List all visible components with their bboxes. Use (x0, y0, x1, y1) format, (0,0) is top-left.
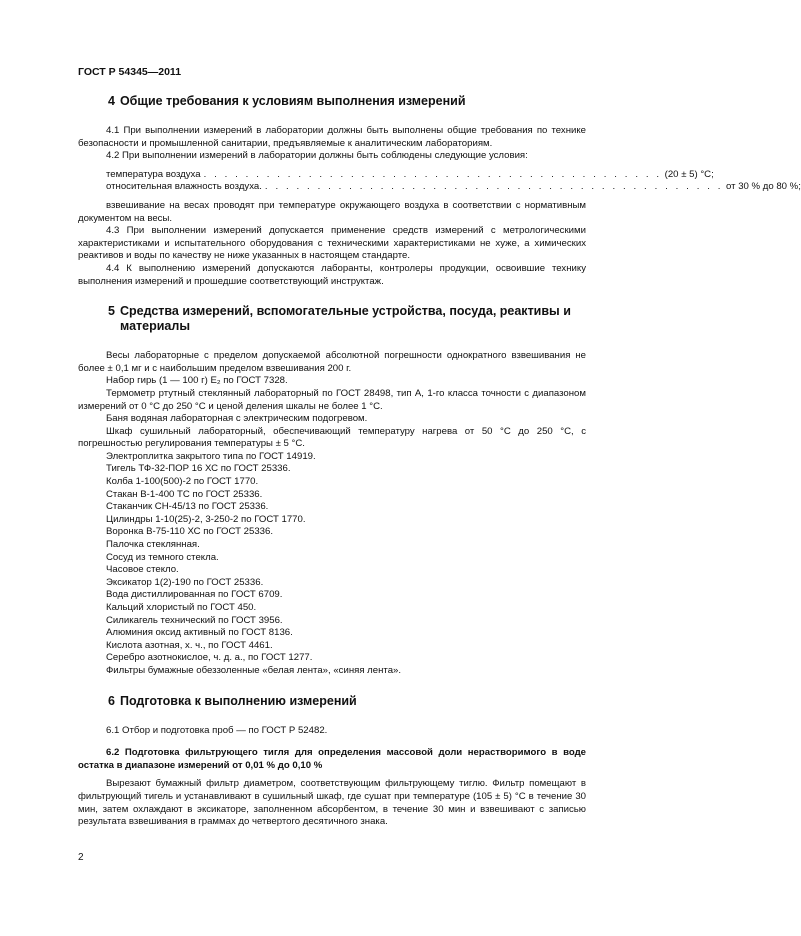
condition-air-temperature (78, 168, 714, 182)
subsection-6-2-title: 6.2 Подготовка фильтрующего тигля для определения массовой доли нерастворимого в воде остатка в диапазоне измерений от 0,01 % до 0,10 % (78, 747, 586, 771)
list-item: Сосуд из темного стекла. (106, 551, 219, 563)
list-item: Кислота азотная, х. ч., по ГОСТ 4461. (106, 639, 273, 651)
section-6-number: 6 (108, 693, 115, 708)
leader-dots: . . . . . . . . . . . . . . . . . . . . . . . . . . . . . . . . . . . . . . . . . . . . (264, 181, 724, 193)
paragraph-4-3: 4.3 При выполнении измерений допускается применение средств измерений с метрологическими характеристиками и испытательного оборудования с техническими характеристиками не хуже, а химических реактивов и воды по качеству не ниже указанных в настоящем стандарте. (78, 225, 586, 262)
list-item: Алюминия оксид активный по ГОСТ 8136. (106, 627, 293, 639)
list-item: Термометр ртутный стеклянный лабораторный по ГОСТ 28498, тип А, 1-го класса точности с диапазоном измерений от 0 °С до 250 °С и ценой деления шкалы не более 1 °С. (78, 387, 586, 412)
paragraph-4-2: 4.2 При выполнении измерений в лаборатории должны быть соблюдены следующие условия: (106, 150, 528, 162)
section-4-title: Общие требования к условиям выполнения измерений (119, 94, 466, 108)
list-item: Шкаф сушильный лабораторный, обеспечивающий температуру нагрева от 50 °С до 250 °С, с погрешностью регулирования температуры ± 5 °С. (78, 425, 586, 450)
list-item: Часовое стекло. (106, 564, 179, 576)
section-5-number: 5 (108, 304, 115, 319)
equipment-list (78, 350, 586, 677)
section-4-heading (108, 94, 586, 109)
document-header: ГОСТ Р 54345—2011 (78, 66, 182, 78)
section-6-title: Подготовка к выполнению измерений (119, 693, 357, 708)
section-6-heading (108, 694, 586, 709)
paragraph-4-1: 4.1 При выполнении измерений в лаборатории должны быть выполнены общие требования по технике безопасности и промышленной санитарии, предъявляемые к аналитическим лабораториям. (78, 125, 586, 149)
leader-dots: . . . . . . . . . . . . . . . . . . . . . . . . . . . . . . . . . . . . . . . . . . . . (203, 168, 662, 180)
list-item: Электроплитка закрытого типа по ГОСТ 14919. (106, 450, 316, 462)
document-body (78, 92, 801, 829)
list-item: Набор гирь (1 — 100 г) E₂ по ГОСТ 7328. (106, 375, 288, 387)
list-item: Эксикатор 1(2)-190 по ГОСТ 25336. (106, 576, 264, 588)
section-4-number: 4 (108, 94, 115, 108)
list-item: Кальций хлористый по ГОСТ 450. (106, 602, 257, 613)
paragraph-6-2: Вырезают бумажный фильтр диаметром, соответствующим фильтрующему тиглю. Фильтр помещают в фильтрующий тигель и устанавливают в сушильный шкаф, где сушат при температуре (105 ± 5) °С в течение 30 мин, затем охлаждают в эксикаторе, заполненном абсорбентом, в течение 30 мин и взвешивают с записью результата взвешивания в граммах до четвертого десятичного знака. (78, 778, 586, 828)
list-item: Колба 1-100(500)-2 по ГОСТ 1770. (106, 476, 259, 488)
paragraph-weighing: взвешивание на весах проводят при температуре окружающего воздуха в соответствии с нормативным документом на весы. (78, 199, 586, 224)
condition-humidity (78, 181, 801, 194)
list-item: Стакан В-1-400 ТС по ГОСТ 25336. (106, 488, 263, 500)
condition-value: (20 ± 5) °С; (664, 168, 714, 180)
condition-name: относительная влажность воздуха. (106, 181, 262, 193)
list-item: Вода дистиллированная по ГОСТ 6709. (106, 589, 283, 601)
list-item: Весы лабораторные с пределом допускаемой абсолютной погрешности однократного взвешивания не более ± 0,1 мг и с наибольшим пределом взвешивания 200 г. (78, 350, 586, 374)
section-5-heading (108, 304, 586, 334)
list-item: Серебро азотнокислое, ч. д. а., по ГОСТ 1277. (106, 652, 313, 664)
list-item: Воронка В-75-110 ХС по ГОСТ 25336. (106, 526, 273, 538)
paragraph-6-1: 6.1 Отбор и подготовка проб — по ГОСТ Р 52482. (106, 724, 328, 736)
list-item: Фильтры бумажные обеззоленные «белая лента», «синяя лента». (106, 664, 402, 676)
list-item: Силикагель технический по ГОСТ 3956. (106, 614, 283, 626)
list-item: Стаканчик СН-45/13 по ГОСТ 25336. (106, 501, 269, 513)
list-item: Баня водяная лабораторная с электрическим подогревом. (106, 413, 368, 425)
condition-name: температура воздуха (106, 168, 201, 180)
list-item: Цилиндры 1-10(25)-2, 3-250-2 по ГОСТ 1770. (106, 513, 306, 525)
section-5-title: Средства измерений, вспомогательные устройства, посуда, реактивы и материалы (119, 304, 571, 334)
paragraph-4-4: 4.4 К выполнению измерений допускаются лаборанты, контролеры продукции, освоившие технику выполнения измерений и прошедшие соответствующий инструктаж. (78, 262, 586, 287)
page-number: 2 (78, 852, 84, 863)
list-item: Тигель ТФ-32-ПОР 16 ХС по ГОСТ 25336. (106, 463, 291, 475)
condition-value: от 30 % до 80 %; (726, 181, 801, 193)
list-item: Палочка стеклянная. (106, 539, 200, 551)
